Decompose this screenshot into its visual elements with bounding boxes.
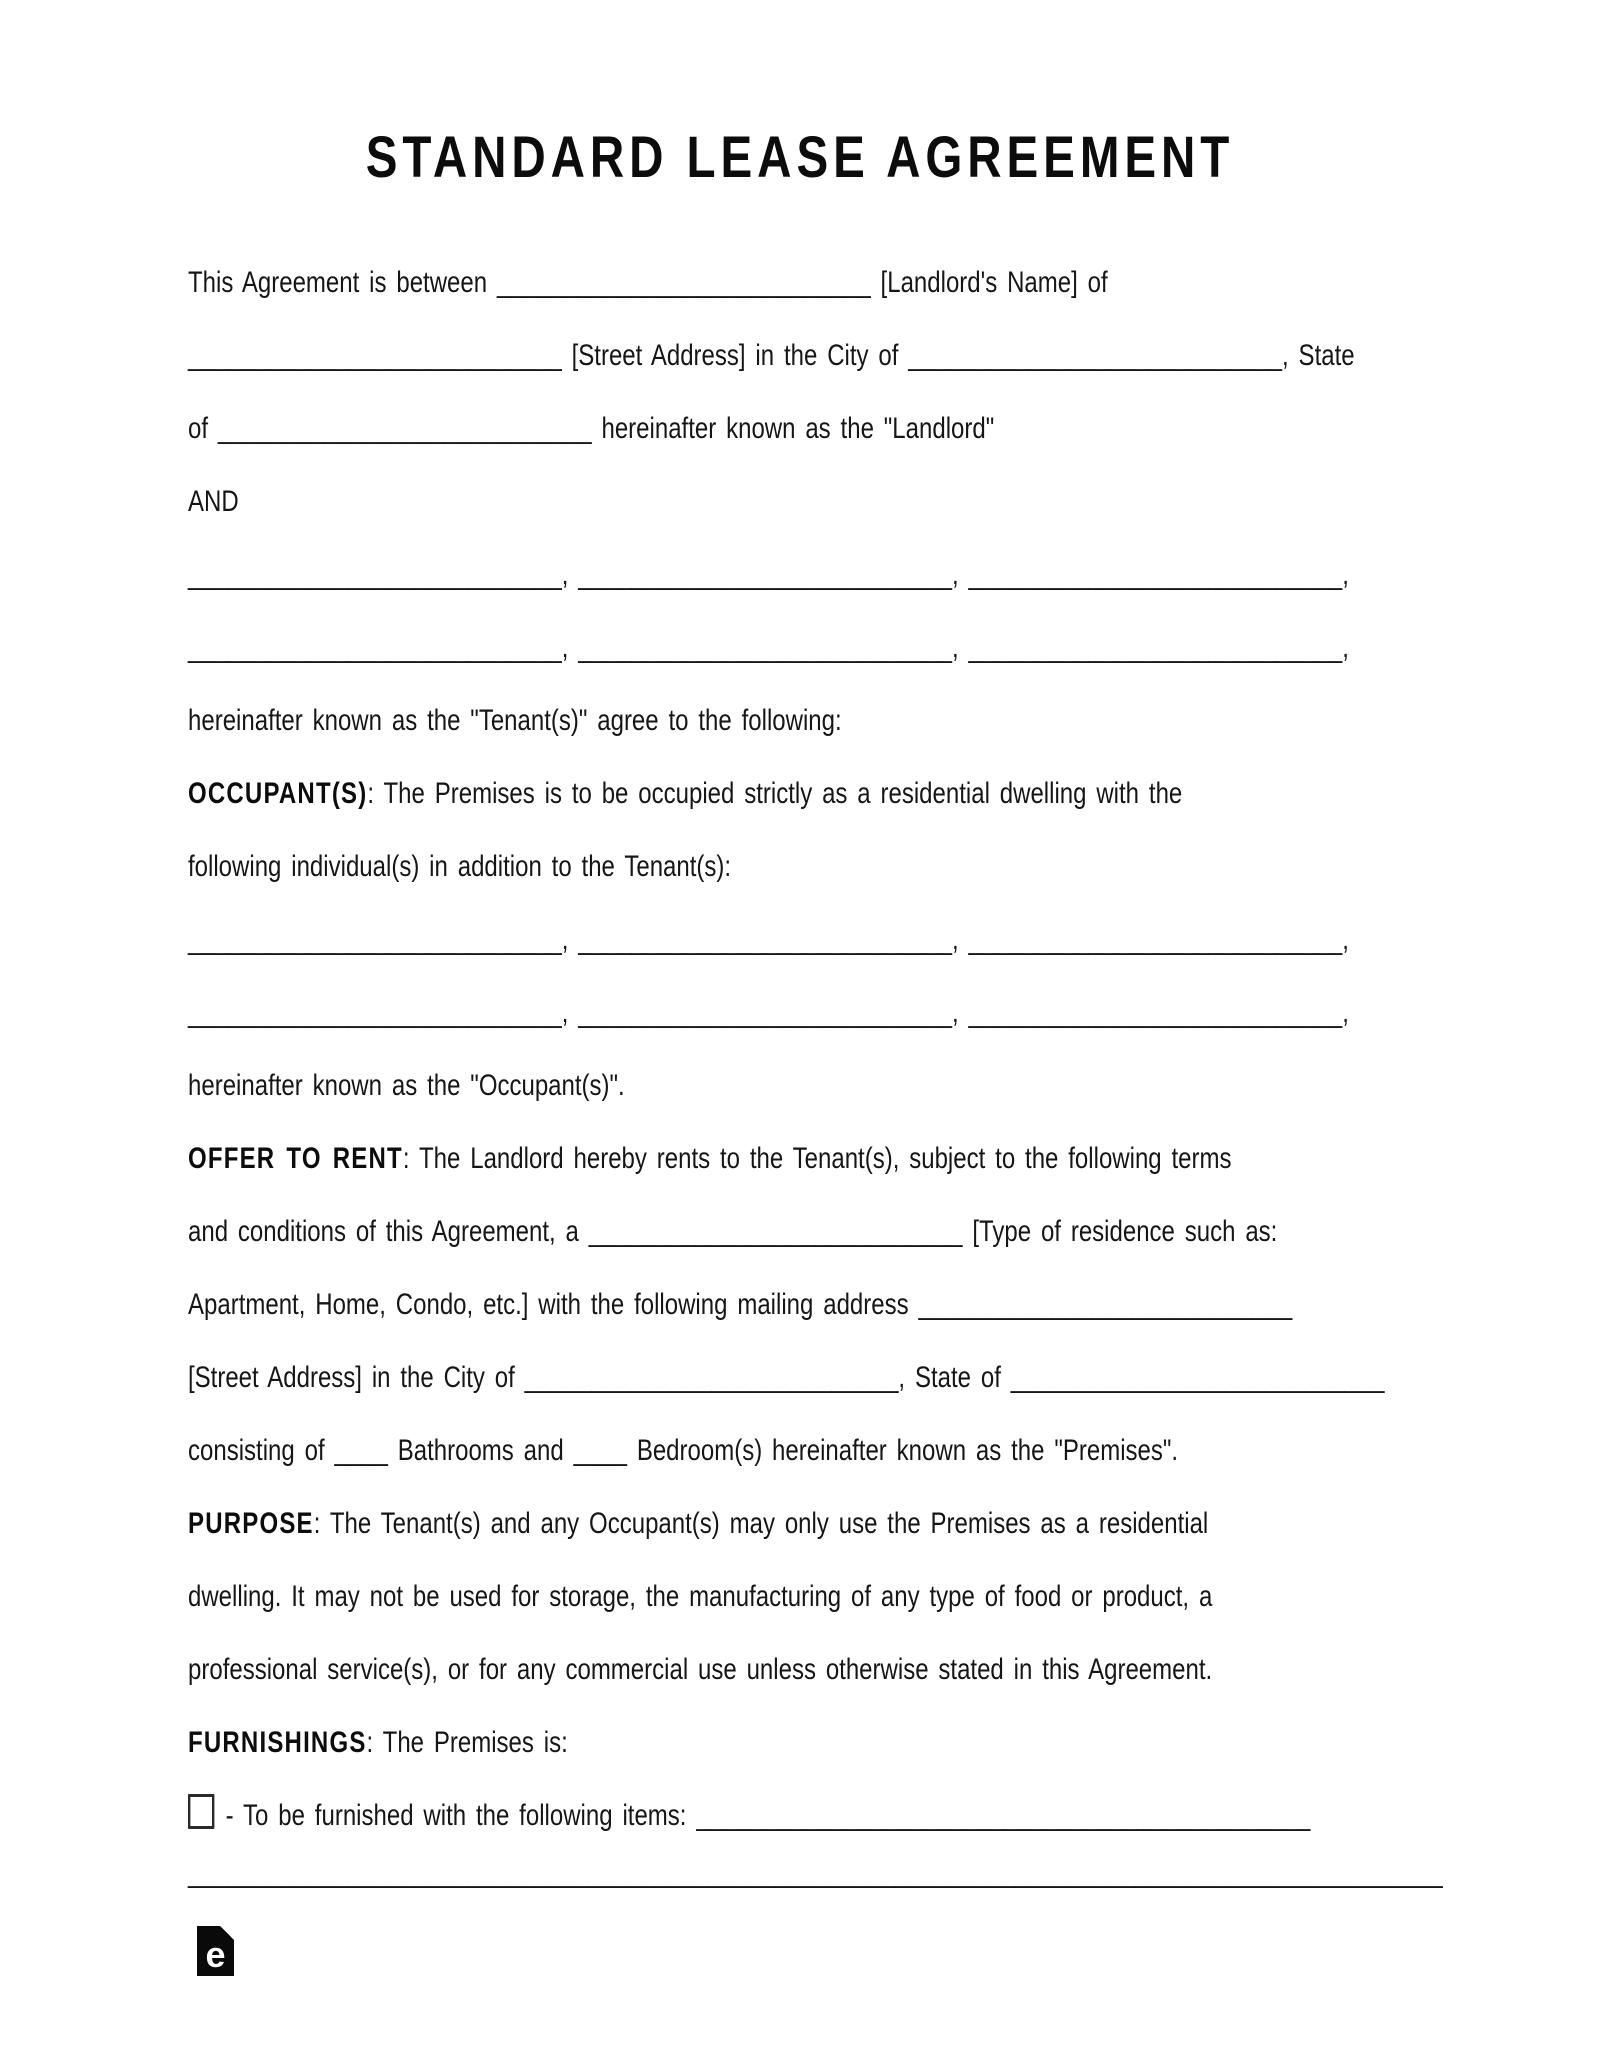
section-heading-label: OFFER TO RENT xyxy=(188,1142,403,1175)
line-text: [Street Address] in the City of ____________________________, State of ____________________________ xyxy=(188,1361,1385,1394)
eforms-logo xyxy=(197,1926,234,1976)
purpose-heading-line xyxy=(188,1487,1209,1560)
line-text: hereinafter known as the "Tenant(s)" agree to the following: xyxy=(188,704,842,737)
line-text: hereinafter known as the "Occupant(s)". xyxy=(188,1069,625,1102)
line-text: dwelling. It may not be used for storage, the manufacturing of any type of food or product, a xyxy=(188,1580,1213,1613)
line-text: : The Tenant(s) and any Occupant(s) may only use the Premises as a residential xyxy=(313,1507,1209,1540)
offer-to-rent-body-line-2 xyxy=(188,1195,1278,1268)
document-body xyxy=(188,246,1448,1909)
section-heading-label: OCCUPANT(S) xyxy=(188,777,368,810)
page-title: STANDARD LEASE AGREEMENT xyxy=(365,125,1235,190)
purpose-body-line-3 xyxy=(188,1633,1213,1706)
offer-to-rent-body-line-5 xyxy=(188,1414,1196,1487)
writein-blank-line xyxy=(188,1836,1443,1909)
offer-to-rent-body-line-4 xyxy=(188,1341,1385,1414)
parties-intro-line-1 xyxy=(188,246,1196,319)
checkbox-icon xyxy=(188,1794,214,1829)
line-text: following individual(s) in addition to the Tenant(s): xyxy=(188,850,732,883)
furnishings-heading-line xyxy=(188,1706,1196,1779)
purpose-body-line-2 xyxy=(188,1560,1213,1633)
line-text: and conditions of this Agreement, a ____________________________ [Type of residence such as: xyxy=(188,1215,1278,1248)
section-heading-label: PURPOSE xyxy=(188,1507,314,1540)
line-text: consisting of ____ Bathrooms and ____ Bedroom(s) hereinafter known as the "Premises". xyxy=(188,1434,1179,1467)
section-heading-label: FURNISHINGS xyxy=(188,1726,367,1759)
offer-to-rent-heading-line xyxy=(188,1122,1232,1195)
occupants-heading-line xyxy=(188,757,1196,830)
line-text: ____________________________, ____________________________, ____________________________, xyxy=(188,996,1349,1029)
and-separator xyxy=(188,465,1196,538)
line-text: Apartment, Home, Condo, etc.] with the following mailing address ____________________________ xyxy=(188,1288,1293,1321)
occupants-body-line xyxy=(188,830,1196,903)
line-text: AND xyxy=(188,485,239,518)
line-text: ____________________________, ____________________________, ____________________________, xyxy=(188,558,1349,591)
line-text: : The Landlord hereby rents to the Tenant(s), subject to the following terms xyxy=(402,1142,1232,1175)
occupant-names-blank-row-2 xyxy=(188,976,1349,1049)
offer-to-rent-body-line-3 xyxy=(188,1268,1293,1341)
line-text: This Agreement is between ____________________________ [Landlord's Name] of xyxy=(188,266,1108,299)
tenant-names-blank-row-1 xyxy=(188,538,1349,611)
tenant-names-blank-row-2 xyxy=(188,611,1349,684)
line-text: ____________________________, ____________________________, ____________________________, xyxy=(188,923,1349,956)
line-text: professional service(s), or for any commercial use unless otherwise stated in this Agreement. xyxy=(188,1653,1213,1686)
line-text: : The Premises is to be occupied strictly as a residential dwelling with the xyxy=(367,777,1183,810)
line-text: ____________________________, ____________________________, ____________________________, xyxy=(188,631,1349,664)
occupants-clause-line xyxy=(188,1049,1196,1122)
parties-intro-line-2 xyxy=(188,319,1355,392)
line-text: : The Premises is: xyxy=(366,1726,568,1759)
occupant-names-blank-row-1 xyxy=(188,903,1349,976)
furnished-option-label: - To be furnished with the following items: ______________________________________________ xyxy=(225,1799,1311,1832)
line-text: ______________________________________________________________________________________________ xyxy=(188,1856,1443,1889)
parties-intro-line-3 xyxy=(188,392,1196,465)
line-text: ____________________________ [Street Address] in the City of ____________________________, State xyxy=(188,339,1355,372)
tenant-clause-line xyxy=(188,684,1196,757)
line-text: of ____________________________ hereinafter known as the "Landlord" xyxy=(188,412,995,445)
eforms-logo-letter: e xyxy=(205,1934,226,1975)
